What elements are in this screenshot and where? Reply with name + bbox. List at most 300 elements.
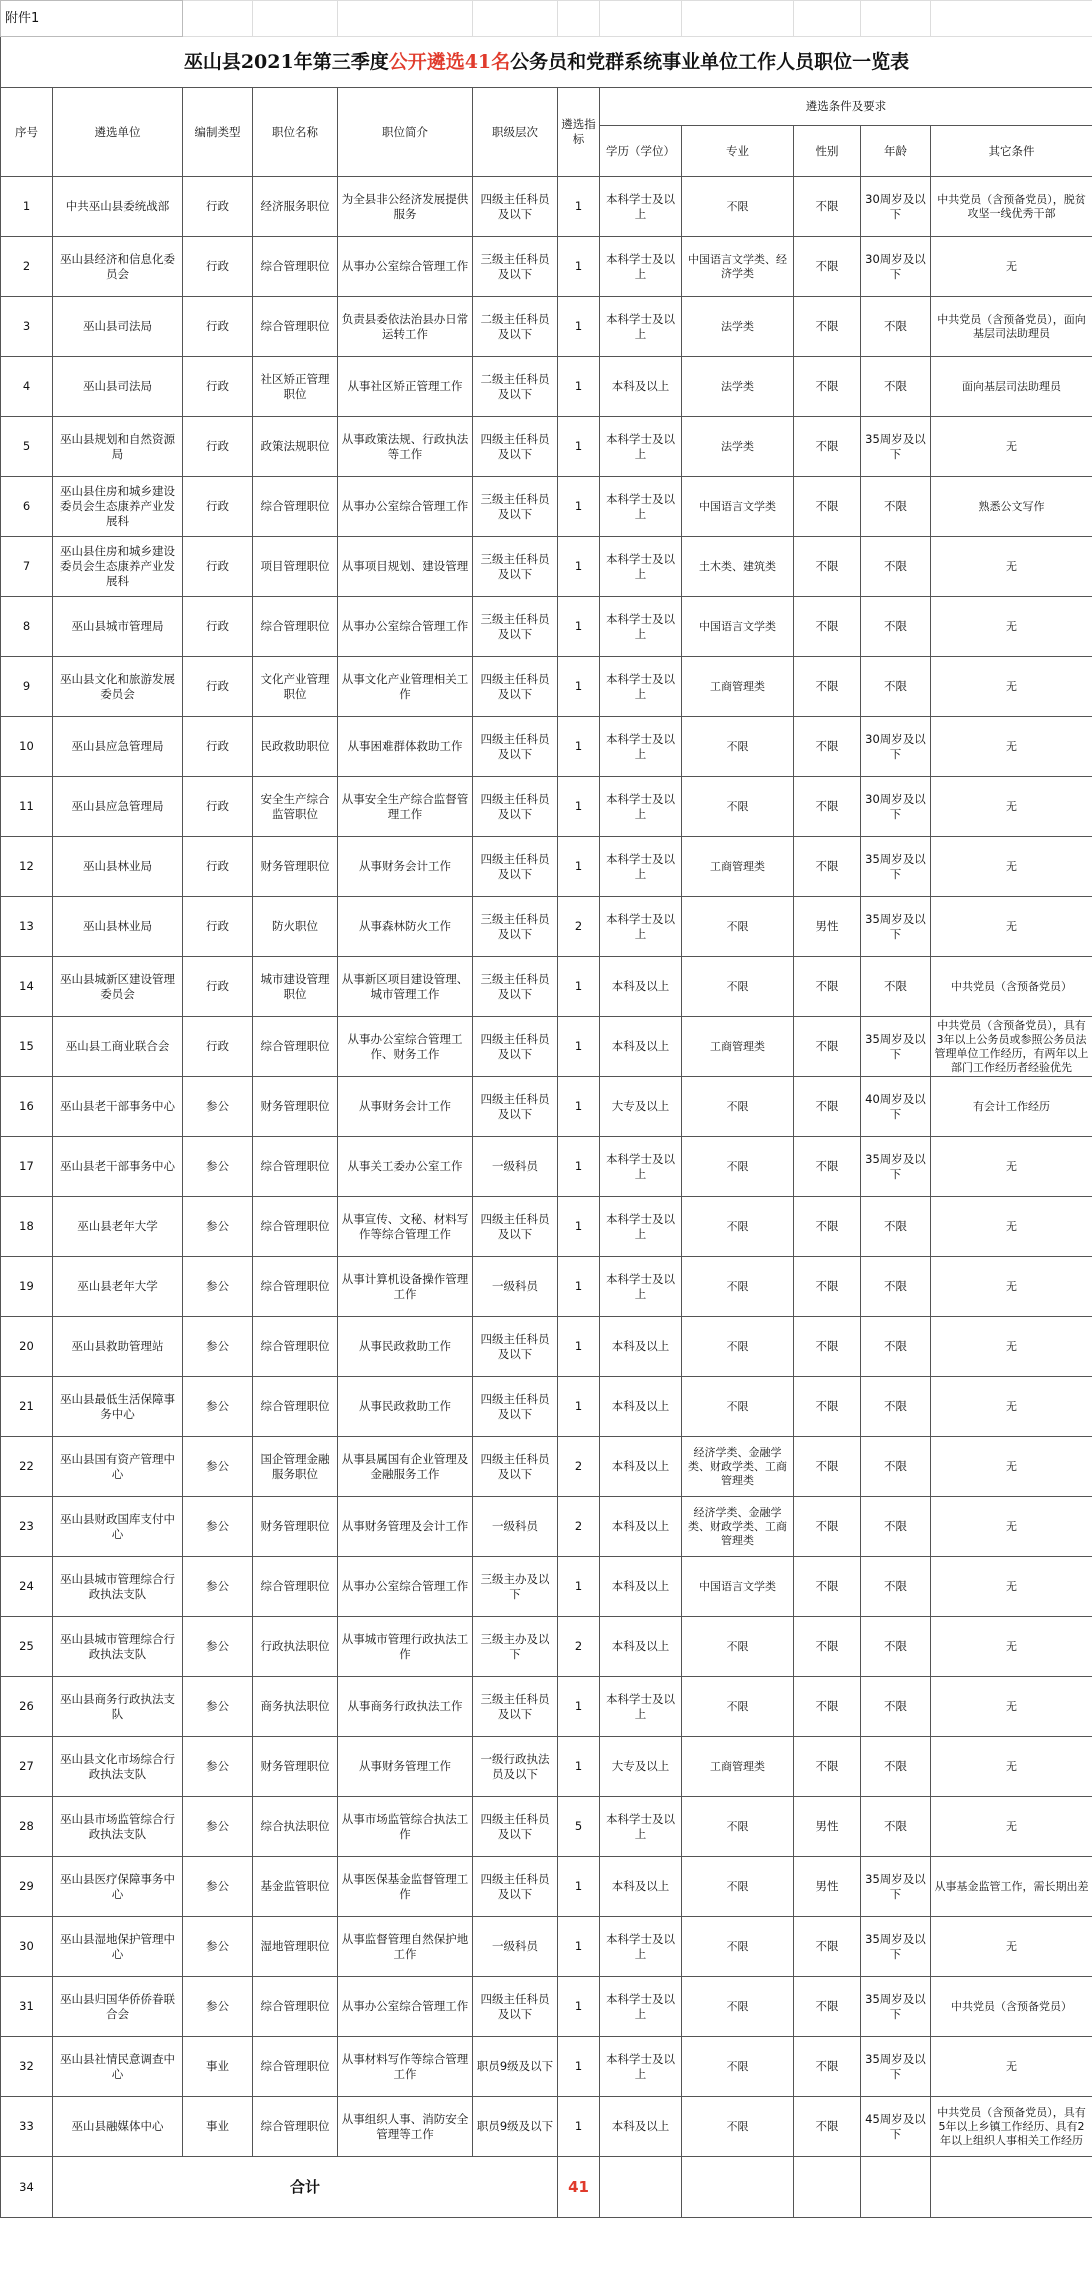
cell-level: 一级科员 <box>473 1137 558 1197</box>
cell-intro: 从事政策法规、行政执法等工作 <box>338 417 473 477</box>
title-highlight: 公开遴选41名 <box>388 50 511 73</box>
cell-type: 行政 <box>183 417 253 477</box>
cell-quota: 5 <box>558 1797 600 1857</box>
cell-other: 无 <box>931 1737 1092 1797</box>
cell-position: 社区矫正管理职位 <box>253 357 338 417</box>
cell-gender: 不限 <box>794 1437 861 1497</box>
cell-level: 三级主任科员及以下 <box>473 897 558 957</box>
total-empty-cell <box>600 2157 682 2218</box>
cell-position: 综合管理职位 <box>253 1197 338 1257</box>
cell-edu: 本科学士及以上 <box>600 537 682 597</box>
cell-gender: 不限 <box>794 1497 861 1557</box>
cell-seq: 31 <box>1 1977 53 2037</box>
table-row <box>1 2097 1092 2157</box>
cell-level: 四级主任科员及以下 <box>473 777 558 837</box>
cell-level: 四级主任科员及以下 <box>473 1437 558 1497</box>
cell-gender: 不限 <box>794 297 861 357</box>
cell-level: 三级主任科员及以下 <box>473 477 558 537</box>
cell-intro: 从事社区矫正管理工作 <box>338 357 473 417</box>
cell-major: 不限 <box>682 2037 794 2097</box>
cell-age: 35周岁及以下 <box>861 1017 931 1077</box>
cell-age: 不限 <box>861 477 931 537</box>
cell-position: 安全生产综合监管职位 <box>253 777 338 837</box>
cell-gender: 不限 <box>794 1557 861 1617</box>
header-position: 职位名称 <box>253 88 338 177</box>
table-row <box>1 1557 1092 1617</box>
cell-edu: 本科及以上 <box>600 1017 682 1077</box>
cell-position: 行政执法职位 <box>253 1617 338 1677</box>
cell-level: 二级主任科员及以下 <box>473 297 558 357</box>
cell-seq: 20 <box>1 1317 53 1377</box>
cell-quota: 2 <box>558 1617 600 1677</box>
cell-major: 不限 <box>682 1917 794 1977</box>
cell-seq: 21 <box>1 1377 53 1437</box>
cell-type: 行政 <box>183 837 253 897</box>
table-row <box>1 1857 1092 1917</box>
cell-edu: 本科及以上 <box>600 1497 682 1557</box>
cell-intro: 从事办公室综合管理工作 <box>338 1557 473 1617</box>
cell-position: 综合管理职位 <box>253 237 338 297</box>
cell-other: 无 <box>931 237 1092 297</box>
total-empty-cell <box>682 2157 794 2218</box>
cell-major: 不限 <box>682 957 794 1017</box>
cell-other: 无 <box>931 897 1092 957</box>
header-row-1 <box>1 88 1092 126</box>
cell-level: 二级主任科员及以下 <box>473 357 558 417</box>
cell-seq: 33 <box>1 2097 53 2157</box>
cell-type: 参公 <box>183 1377 253 1437</box>
cell-quota: 1 <box>558 837 600 897</box>
table-row <box>1 597 1092 657</box>
cell-unit: 巫山县湿地保护管理中心 <box>53 1917 183 1977</box>
cell-position: 城市建设管理职位 <box>253 957 338 1017</box>
cell-quota: 1 <box>558 477 600 537</box>
cell-edu: 本科学士及以上 <box>600 897 682 957</box>
cell-type: 参公 <box>183 1677 253 1737</box>
table-row <box>1 1617 1092 1677</box>
cell-seq: 2 <box>1 237 53 297</box>
cell-seq: 18 <box>1 1197 53 1257</box>
cell-intro: 从事财务管理工作 <box>338 1737 473 1797</box>
cell-age: 不限 <box>861 957 931 1017</box>
cell-type: 参公 <box>183 1737 253 1797</box>
cell-intro: 从事困难群体救助工作 <box>338 717 473 777</box>
cell-unit: 巫山县医疗保障事务中心 <box>53 1857 183 1917</box>
cell-type: 参公 <box>183 1617 253 1677</box>
cell-intro: 从事办公室综合管理工作、财务工作 <box>338 1017 473 1077</box>
cell-level: 四级主任科员及以下 <box>473 657 558 717</box>
cell-edu: 本科学士及以上 <box>600 1797 682 1857</box>
cell-major: 法学类 <box>682 417 794 477</box>
cell-unit: 中共巫山县委统战部 <box>53 177 183 237</box>
cell-intro: 从事医保基金监督管理工作 <box>338 1857 473 1917</box>
cell-age: 35周岁及以下 <box>861 1857 931 1917</box>
cell-position: 综合管理职位 <box>253 1257 338 1317</box>
table-row <box>1 417 1092 477</box>
cell-other: 中共党员（含预备党员），具有5年以上乡镇工作经历、具有2年以上组织人事相关工作经历 <box>931 2097 1092 2157</box>
cell-unit: 巫山县国有资产管理中心 <box>53 1437 183 1497</box>
cell-unit: 巫山县老干部事务中心 <box>53 1077 183 1137</box>
cell-edu: 本科及以上 <box>600 1317 682 1377</box>
cell-gender: 不限 <box>794 177 861 237</box>
cell-unit: 巫山县城新区建设管理委员会 <box>53 957 183 1017</box>
cell-level: 四级主任科员及以下 <box>473 717 558 777</box>
cell-age: 30周岁及以下 <box>861 237 931 297</box>
cell-position: 综合管理职位 <box>253 297 338 357</box>
cell-type: 参公 <box>183 1137 253 1197</box>
cell-other: 无 <box>931 1677 1092 1737</box>
cell-seq: 15 <box>1 1017 53 1077</box>
cell-unit: 巫山县城市管理综合行政执法支队 <box>53 1557 183 1617</box>
cell-edu: 本科学士及以上 <box>600 1977 682 2037</box>
cell-quota: 1 <box>558 1257 600 1317</box>
cell-position: 综合管理职位 <box>253 597 338 657</box>
cell-intro: 从事办公室综合管理工作 <box>338 1977 473 2037</box>
cell-edu: 大专及以上 <box>600 1737 682 1797</box>
table-row <box>1 537 1092 597</box>
cell-age: 不限 <box>861 357 931 417</box>
cell-age: 不限 <box>861 1377 931 1437</box>
cell-unit: 巫山县住房和城乡建设委员会生态康养产业发展科 <box>53 537 183 597</box>
cell-other: 无 <box>931 837 1092 897</box>
cell-type: 行政 <box>183 177 253 237</box>
cell-age: 不限 <box>861 1437 931 1497</box>
header-intro: 职位简介 <box>338 88 473 177</box>
cell-other: 无 <box>931 1257 1092 1317</box>
cell-unit: 巫山县司法局 <box>53 357 183 417</box>
header-other: 其它条件 <box>931 126 1092 177</box>
cell-level: 三级主办及以下 <box>473 1617 558 1677</box>
header-quota: 遴选指标 <box>558 88 600 177</box>
table-row <box>1 1317 1092 1377</box>
cell-intro: 负责县委依法治县办日常运转工作 <box>338 297 473 357</box>
title-prefix: 巫山县2021年第三季度 <box>183 50 389 73</box>
cell-intro: 从事市场监管综合执法工作 <box>338 1797 473 1857</box>
cell-intro: 从事文化产业管理相关工作 <box>338 657 473 717</box>
cell-quota: 1 <box>558 1557 600 1617</box>
cell-seq: 7 <box>1 537 53 597</box>
cell-quota: 1 <box>558 1377 600 1437</box>
header-major: 专业 <box>682 126 794 177</box>
cell-other: 中共党员（含预备党员），面向基层司法助理员 <box>931 297 1092 357</box>
cell-position: 国企管理金融服务职位 <box>253 1437 338 1497</box>
cell-gender: 不限 <box>794 477 861 537</box>
cell-other: 无 <box>931 1437 1092 1497</box>
cell-type: 参公 <box>183 1497 253 1557</box>
cell-unit: 巫山县经济和信息化委员会 <box>53 237 183 297</box>
cell-age: 不限 <box>861 1197 931 1257</box>
table-row <box>1 957 1092 1017</box>
cell-intro: 从事安全生产综合监督管理工作 <box>338 777 473 837</box>
annex-label: 附件1 <box>1 1 183 37</box>
cell-major: 工商管理类 <box>682 657 794 717</box>
cell-intro: 为全县非公经济发展提供服务 <box>338 177 473 237</box>
cell-type: 行政 <box>183 957 253 1017</box>
cell-major: 土木类、建筑类 <box>682 537 794 597</box>
cell-major: 不限 <box>682 1197 794 1257</box>
cell-seq: 27 <box>1 1737 53 1797</box>
cell-major: 经济学类、金融学类、财政学类、工商管理类 <box>682 1497 794 1557</box>
cell-intro: 从事监督管理自然保护地工作 <box>338 1917 473 1977</box>
cell-other: 从事基金监管工作，需长期出差 <box>931 1857 1092 1917</box>
cell-position: 综合管理职位 <box>253 477 338 537</box>
cell-age: 不限 <box>861 1677 931 1737</box>
cell-seq: 14 <box>1 957 53 1017</box>
cell-seq: 12 <box>1 837 53 897</box>
cell-level: 四级主任科员及以下 <box>473 1077 558 1137</box>
cell-type: 参公 <box>183 1317 253 1377</box>
cell-unit: 巫山县救助管理站 <box>53 1317 183 1377</box>
cell-age: 45周岁及以下 <box>861 2097 931 2157</box>
cell-seq: 1 <box>1 177 53 237</box>
cell-level: 三级主办及以下 <box>473 1557 558 1617</box>
header-requirements: 遴选条件及要求 <box>600 88 1092 126</box>
cell-seq: 22 <box>1 1437 53 1497</box>
cell-edu: 本科及以上 <box>600 1617 682 1677</box>
table-row <box>1 837 1092 897</box>
cell-position: 综合管理职位 <box>253 1317 338 1377</box>
cell-type: 行政 <box>183 897 253 957</box>
cell-other: 无 <box>931 537 1092 597</box>
header-seq: 序号 <box>1 88 53 177</box>
cell-edu: 本科及以上 <box>600 1437 682 1497</box>
cell-intro: 从事项目规划、建设管理 <box>338 537 473 597</box>
cell-seq: 19 <box>1 1257 53 1317</box>
cell-age: 不限 <box>861 297 931 357</box>
table-row <box>1 717 1092 777</box>
cell-edu: 本科及以上 <box>600 2097 682 2157</box>
cell-position: 文化产业管理职位 <box>253 657 338 717</box>
cell-other: 中共党员（含预备党员），脱贫攻坚一线优秀干部 <box>931 177 1092 237</box>
cell-seq: 6 <box>1 477 53 537</box>
cell-type: 行政 <box>183 1017 253 1077</box>
cell-intro: 从事财务会计工作 <box>338 837 473 897</box>
cell-quota: 1 <box>558 177 600 237</box>
table-row <box>1 1797 1092 1857</box>
cell-gender: 不限 <box>794 2097 861 2157</box>
cell-gender: 不限 <box>794 1077 861 1137</box>
cell-other: 有会计工作经历 <box>931 1077 1092 1137</box>
cell-quota: 2 <box>558 1437 600 1497</box>
cell-edu: 本科学士及以上 <box>600 297 682 357</box>
cell-other: 无 <box>931 1137 1092 1197</box>
cell-gender: 不限 <box>794 837 861 897</box>
cell-level: 四级主任科员及以下 <box>473 1197 558 1257</box>
table-row <box>1 1497 1092 1557</box>
cell-gender: 不限 <box>794 537 861 597</box>
cell-position: 财务管理职位 <box>253 1737 338 1797</box>
cell-intro: 从事新区项目建设管理、城市管理工作 <box>338 957 473 1017</box>
cell-seq: 10 <box>1 717 53 777</box>
cell-age: 不限 <box>861 1737 931 1797</box>
cell-quota: 1 <box>558 597 600 657</box>
cell-intro: 从事财务管理及会计工作 <box>338 1497 473 1557</box>
cell-gender: 不限 <box>794 597 861 657</box>
cell-intro: 从事城市管理行政执法工作 <box>338 1617 473 1677</box>
cell-type: 参公 <box>183 1857 253 1917</box>
cell-unit: 巫山县司法局 <box>53 297 183 357</box>
cell-other: 中共党员（含预备党员） <box>931 1977 1092 2037</box>
cell-major: 不限 <box>682 1857 794 1917</box>
table-row <box>1 1917 1092 1977</box>
cell-gender: 男性 <box>794 1857 861 1917</box>
cell-major: 不限 <box>682 1797 794 1857</box>
cell-major: 不限 <box>682 1077 794 1137</box>
cell-major: 中国语言文学类、经济学类 <box>682 237 794 297</box>
cell-edu: 本科学士及以上 <box>600 777 682 837</box>
cell-gender: 不限 <box>794 357 861 417</box>
cell-age: 30周岁及以下 <box>861 777 931 837</box>
table-row <box>1 1197 1092 1257</box>
cell-age: 30周岁及以下 <box>861 717 931 777</box>
cell-other: 无 <box>931 1377 1092 1437</box>
cell-position: 经济服务职位 <box>253 177 338 237</box>
table-row <box>1 657 1092 717</box>
cell-major: 不限 <box>682 177 794 237</box>
cell-other: 无 <box>931 1797 1092 1857</box>
cell-edu: 本科学士及以上 <box>600 477 682 537</box>
cell-quota: 1 <box>558 1077 600 1137</box>
cell-type: 参公 <box>183 1197 253 1257</box>
cell-intro: 从事财务会计工作 <box>338 1077 473 1137</box>
cell-age: 35周岁及以下 <box>861 1137 931 1197</box>
cell-unit: 巫山县融媒体中心 <box>53 2097 183 2157</box>
cell-position: 民政救助职位 <box>253 717 338 777</box>
cell-age: 不限 <box>861 1317 931 1377</box>
header-edu: 学历（学位） <box>600 126 682 177</box>
cell-unit: 巫山县社情民意调查中心 <box>53 2037 183 2097</box>
cell-seq: 3 <box>1 297 53 357</box>
cell-position: 基金监管职位 <box>253 1857 338 1917</box>
table-row <box>1 177 1092 237</box>
cell-major: 工商管理类 <box>682 1737 794 1797</box>
page-title <box>1 37 1092 88</box>
cell-intro: 从事民政救助工作 <box>338 1317 473 1377</box>
cell-gender: 不限 <box>794 417 861 477</box>
cell-seq: 4 <box>1 357 53 417</box>
cell-gender: 不限 <box>794 1197 861 1257</box>
cell-intro: 从事县属国有企业管理及金融服务工作 <box>338 1437 473 1497</box>
cell-gender: 不限 <box>794 717 861 777</box>
cell-edu: 本科学士及以上 <box>600 657 682 717</box>
cell-age: 35周岁及以下 <box>861 837 931 897</box>
cell-intro: 从事材料写作等综合管理工作 <box>338 2037 473 2097</box>
cell-unit: 巫山县文化市场综合行政执法支队 <box>53 1737 183 1797</box>
cell-age: 不限 <box>861 1797 931 1857</box>
cell-other: 面向基层司法助理员 <box>931 357 1092 417</box>
cell-other: 中共党员（含预备党员），具有3年以上公务员或参照公务员法管理单位工作经历，有两年以上部门工作经历者经验优先 <box>931 1017 1092 1077</box>
cell-type: 行政 <box>183 237 253 297</box>
cell-position: 财务管理职位 <box>253 837 338 897</box>
cell-quota: 2 <box>558 897 600 957</box>
cell-quota: 1 <box>558 1197 600 1257</box>
cell-major: 经济学类、金融学类、财政学类、工商管理类 <box>682 1437 794 1497</box>
cell-type: 参公 <box>183 1917 253 1977</box>
cell-other: 无 <box>931 597 1092 657</box>
table-row <box>1 2037 1092 2097</box>
cell-major: 不限 <box>682 1257 794 1317</box>
cell-seq: 24 <box>1 1557 53 1617</box>
cell-intro: 从事关工委办公室工作 <box>338 1137 473 1197</box>
cell-age: 35周岁及以下 <box>861 897 931 957</box>
header-unit: 遴选单位 <box>53 88 183 177</box>
cell-unit: 巫山县林业局 <box>53 837 183 897</box>
header-level: 职级层次 <box>473 88 558 177</box>
cell-seq: 23 <box>1 1497 53 1557</box>
cell-level: 四级主任科员及以下 <box>473 1797 558 1857</box>
cell-position: 综合管理职位 <box>253 1977 338 2037</box>
annex-row <box>1 1 1092 37</box>
cell-unit: 巫山县规划和自然资源局 <box>53 417 183 477</box>
header-gender: 性别 <box>794 126 861 177</box>
cell-unit: 巫山县林业局 <box>53 897 183 957</box>
cell-intro: 从事办公室综合管理工作 <box>338 477 473 537</box>
cell-type: 行政 <box>183 477 253 537</box>
cell-edu: 本科及以上 <box>600 357 682 417</box>
header-type: 编制类型 <box>183 88 253 177</box>
table-row <box>1 1137 1092 1197</box>
cell-type: 行政 <box>183 537 253 597</box>
cell-gender: 不限 <box>794 1257 861 1317</box>
cell-other: 无 <box>931 1317 1092 1377</box>
cell-gender: 不限 <box>794 957 861 1017</box>
cell-quota: 1 <box>558 2037 600 2097</box>
cell-gender: 不限 <box>794 237 861 297</box>
cell-gender: 不限 <box>794 2037 861 2097</box>
cell-gender: 不限 <box>794 1377 861 1437</box>
cell-position: 综合管理职位 <box>253 2037 338 2097</box>
cell-position: 综合管理职位 <box>253 1137 338 1197</box>
cell-type: 参公 <box>183 1257 253 1317</box>
cell-edu: 本科学士及以上 <box>600 1257 682 1317</box>
cell-quota: 1 <box>558 1737 600 1797</box>
cell-other: 熟悉公文写作 <box>931 477 1092 537</box>
cell-level: 职员9级及以下 <box>473 2097 558 2157</box>
cell-unit: 巫山县商务行政执法支队 <box>53 1677 183 1737</box>
cell-edu: 本科学士及以上 <box>600 177 682 237</box>
cell-gender: 不限 <box>794 1677 861 1737</box>
cell-position: 综合管理职位 <box>253 1017 338 1077</box>
cell-major: 不限 <box>682 1137 794 1197</box>
table-row <box>1 1977 1092 2037</box>
total-label: 合计 <box>53 2157 558 2218</box>
cell-gender: 不限 <box>794 1617 861 1677</box>
cell-age: 不限 <box>861 657 931 717</box>
cell-seq: 8 <box>1 597 53 657</box>
cell-quota: 1 <box>558 2097 600 2157</box>
cell-level: 三级主任科员及以下 <box>473 1677 558 1737</box>
cell-intro: 从事宣传、文秘、材料写作等综合管理工作 <box>338 1197 473 1257</box>
cell-age: 35周岁及以下 <box>861 417 931 477</box>
cell-intro: 从事森林防火工作 <box>338 897 473 957</box>
cell-unit: 巫山县应急管理局 <box>53 717 183 777</box>
cell-type: 参公 <box>183 1977 253 2037</box>
cell-intro: 从事民政救助工作 <box>338 1377 473 1437</box>
cell-type: 参公 <box>183 1437 253 1497</box>
cell-major: 中国语言文学类 <box>682 477 794 537</box>
total-empty-cell <box>931 2157 1092 2218</box>
cell-gender: 不限 <box>794 1137 861 1197</box>
cell-quota: 1 <box>558 297 600 357</box>
cell-other: 无 <box>931 2037 1092 2097</box>
cell-level: 一级科员 <box>473 1257 558 1317</box>
cell-edu: 本科学士及以上 <box>600 2037 682 2097</box>
cell-unit: 巫山县城市管理局 <box>53 597 183 657</box>
cell-edu: 大专及以上 <box>600 1077 682 1137</box>
total-seq: 34 <box>1 2157 53 2218</box>
cell-level: 三级主任科员及以下 <box>473 537 558 597</box>
cell-edu: 本科学士及以上 <box>600 1137 682 1197</box>
